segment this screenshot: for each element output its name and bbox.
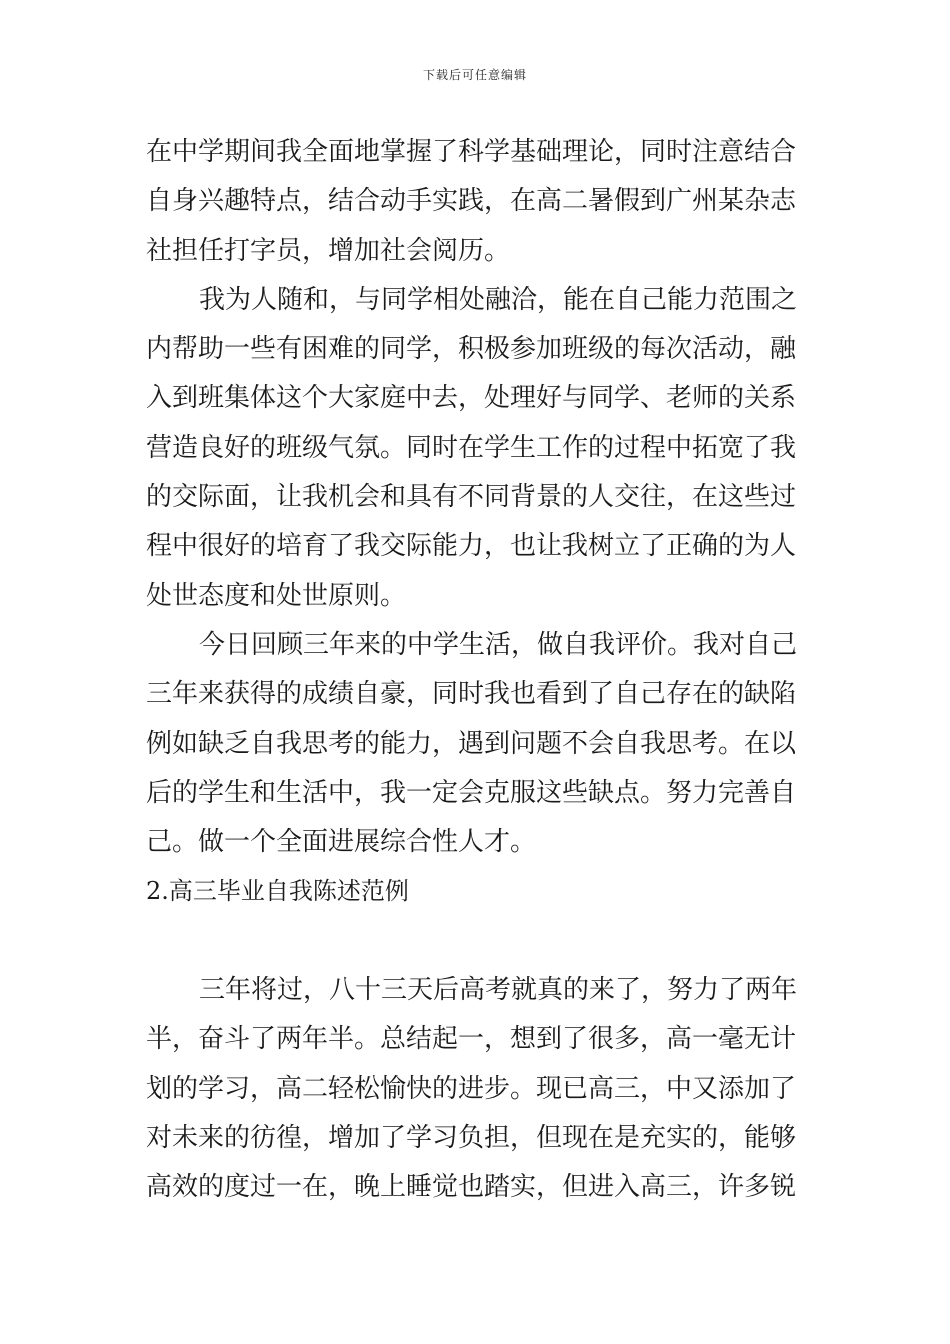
text-line: 处世态度和处世原则。 [146, 580, 407, 611]
text-line: 内帮助一些有困难的同学，积极参加班级的每次活动，融 [146, 334, 797, 365]
paragraph-1 [146, 128, 811, 276]
text-line: 例如缺乏自我思考的能力，遇到问题不会自我思考。在以 [146, 728, 797, 759]
text-line: 自身兴趣特点，结合动手实践，在高二暑假到广州某杂志 [146, 186, 797, 217]
text-line: 我为人随和，与同学相处融洽，能在自己能力范围之 [199, 284, 798, 315]
text-line: 入到班集体这个大家庭中去，处理好与同学、老师的关系 [146, 383, 797, 414]
text-line: 三年将过，八十三天后高考就真的来了，努力了两年 [199, 975, 798, 1006]
text-line: 营造良好的班级气氛。同时在学生工作的过程中拓宽了我 [146, 432, 797, 463]
paragraph-4 [146, 966, 811, 1212]
text-line: 社担任打字员，增加社会阅历。 [146, 235, 511, 266]
text-line: 三年来获得的成绩自豪，同时我也看到了自己存在的缺陷 [146, 679, 797, 710]
text-line: 己。做一个全面进展综合性人才。 [146, 827, 537, 858]
text-line: 后的学生和生活中，我一定会克服这些缺点。努力完善自 [146, 777, 797, 808]
blank-line [146, 917, 811, 966]
text-line: 程中很好的培育了我交际能力，也让我树立了正确的为人 [146, 531, 797, 562]
text-line: 的交际面，让我机会和具有不同背景的人交往，在这些过 [146, 482, 797, 513]
section-heading: 2.高三毕业自我陈述范例 [146, 877, 409, 906]
text-line: 在中学期间我全面地掌握了科学基础理论，同时注意结合 [146, 137, 797, 167]
document-body [146, 128, 811, 1213]
text-line: 半，奋斗了两年半。总结起一，想到了很多，高一毫无计 [146, 1024, 797, 1055]
text-line: 对未来的彷徨，增加了学习负担，但现在是充实的，能够 [146, 1122, 797, 1153]
page-header: 下载后可任意编辑 [422, 68, 527, 82]
paragraph-2 [146, 276, 811, 621]
text-line: 划的学习，高二轻松愉快的进步。现已高三，中又添加了 [146, 1073, 797, 1104]
text-line: 高效的度过一在，晚上睡觉也踏实，但进入高三，许多锐 [146, 1172, 797, 1203]
text-line: 今日回顾三年来的中学生活，做自我评价。我对自己 [199, 629, 798, 660]
paragraph-3 [146, 621, 811, 867]
